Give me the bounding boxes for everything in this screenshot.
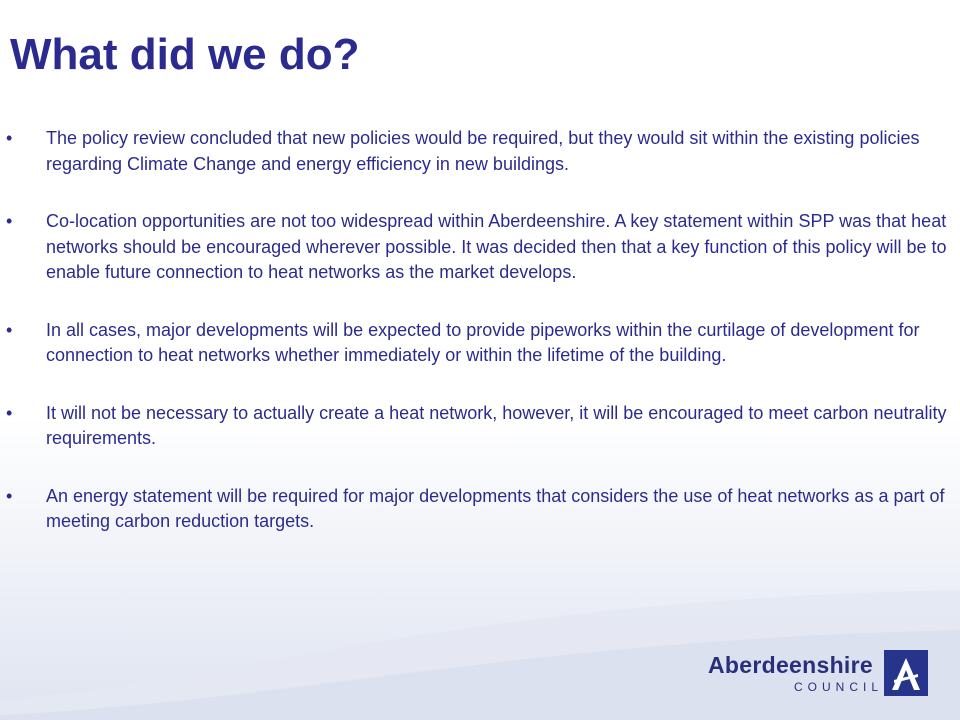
bullet-item xyxy=(0,209,950,286)
aberdeenshire-a-mark-icon xyxy=(884,650,928,696)
bullet-marker: • xyxy=(6,211,13,231)
bullet-marker: • xyxy=(6,128,13,148)
bullet-text: An energy statement will be required for major developments that considers the use of heat networks as a part of meeting carbon reduction targets. xyxy=(46,485,945,531)
bullet-item xyxy=(0,126,950,177)
bullet-text: In all cases, major developments will be expected to provide pipeworks within the curtilage of development for connection to heat networks whether immediately or within the lifetime of the building. xyxy=(46,319,920,365)
bullet-marker: • xyxy=(6,485,13,506)
logo-name: Aberdeenshire xyxy=(708,652,873,678)
bullet-item xyxy=(0,318,950,369)
bullet-item xyxy=(0,484,950,535)
bullet-text: It will not be necessary to actually create a heat network, however, it will be encouraged to meet carbon neutrality requirements. xyxy=(46,402,947,448)
aberdeenshire-council-logo xyxy=(700,650,932,698)
logo-subtitle: COUNCIL xyxy=(794,680,884,694)
bullet-marker: • xyxy=(6,402,13,423)
bullet-list xyxy=(0,126,950,567)
bullet-text: The policy review concluded that new policies would be required, but they would sit within the existing policies regarding Climate Change and energy efficiency in new buildings. xyxy=(46,128,920,174)
bullet-marker: • xyxy=(6,319,13,340)
bullet-item xyxy=(0,401,950,452)
bullet-text: Co-location opportunities are not too widespread within Aberdeenshire. A key statement within SPP was that heat networks should be encouraged wherever possible. It was decided then that a key function of this policy will be to enable future connection to heat networks as the market develops. xyxy=(46,211,947,282)
slide-title: What did we do? xyxy=(10,30,360,79)
